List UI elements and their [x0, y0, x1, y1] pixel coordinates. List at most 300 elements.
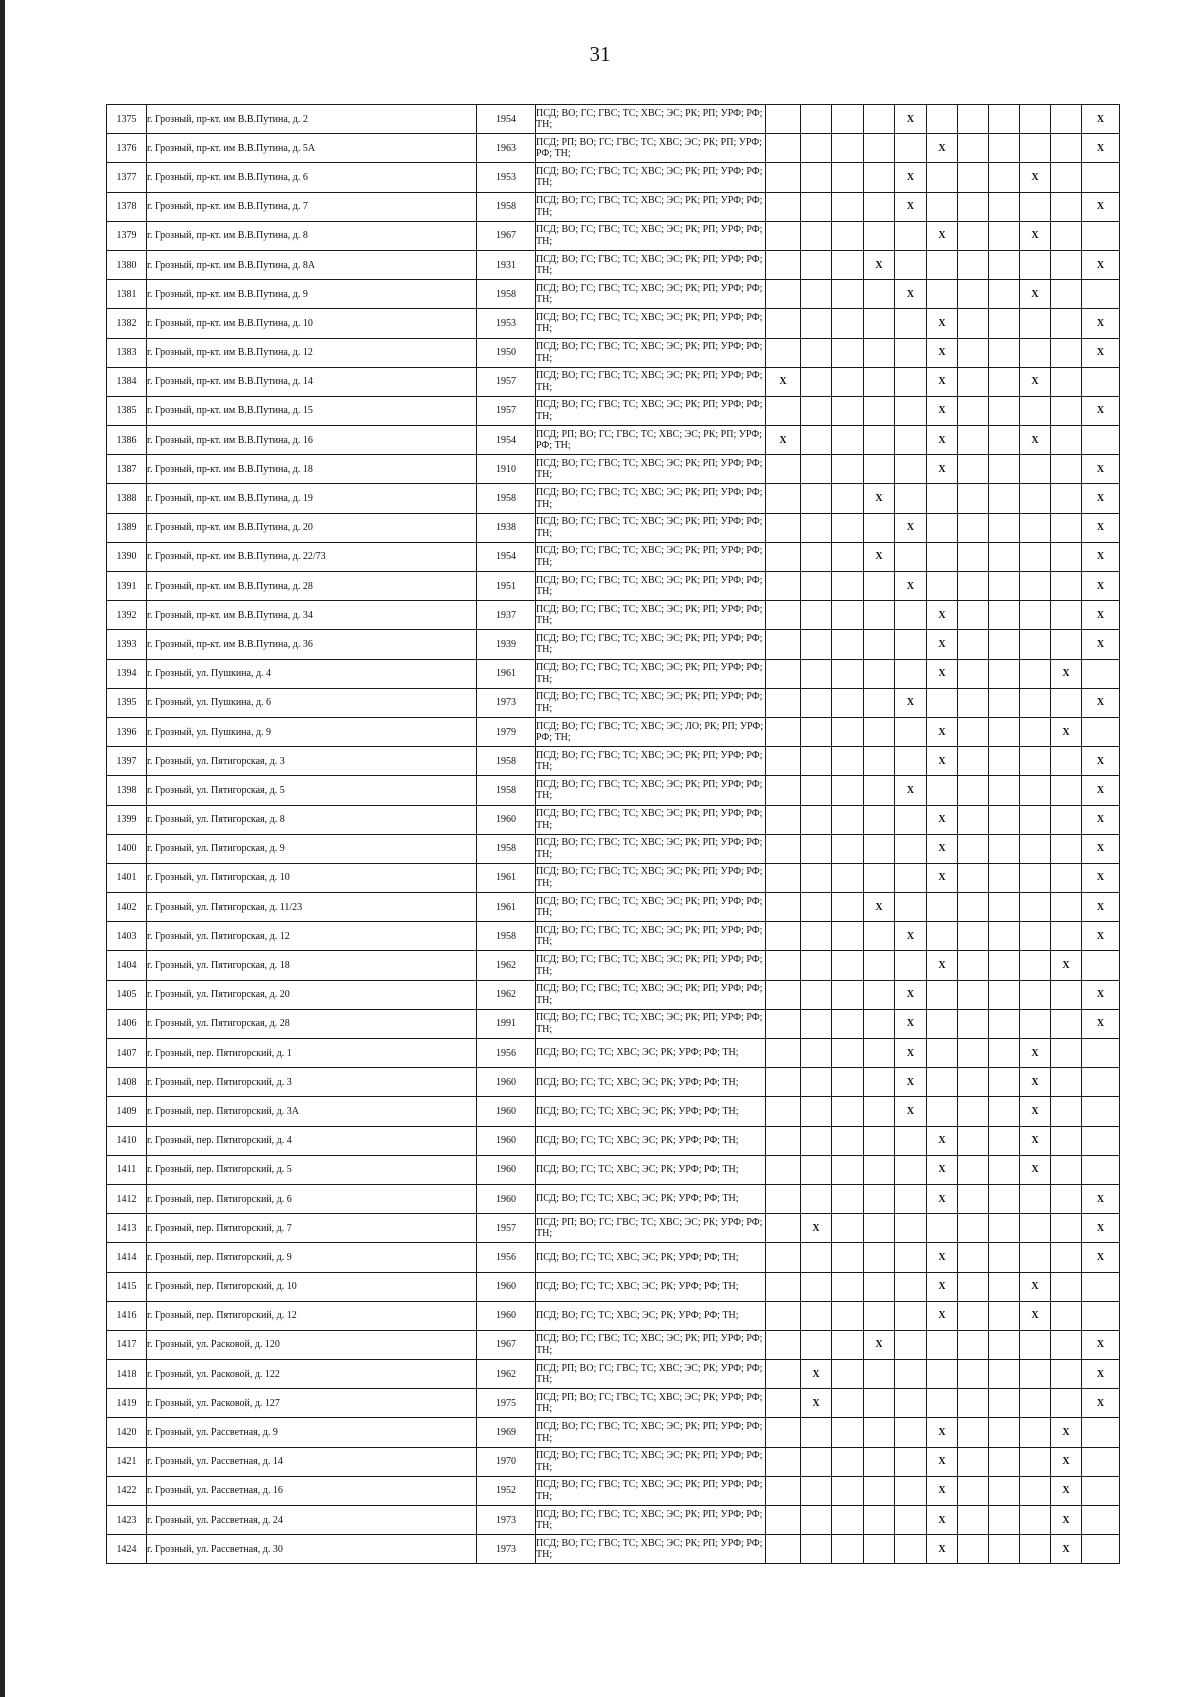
table-row	[107, 776, 1120, 805]
row-year: 1952	[477, 1476, 536, 1505]
row-mark-cell	[1051, 805, 1082, 834]
row-mark-cell	[895, 1155, 927, 1184]
row-mark-cell	[895, 367, 927, 396]
row-mark-cell	[864, 863, 895, 892]
row-mark-cell	[801, 367, 832, 396]
row-mark-cell	[801, 1009, 832, 1038]
row-mark-cell	[1051, 747, 1082, 776]
row-mark-cell	[832, 542, 864, 571]
row-mark-cell	[766, 192, 801, 221]
row-mark-cell: X	[766, 367, 801, 396]
row-mark-cell: X	[927, 396, 958, 425]
row-mark-cell	[989, 951, 1020, 980]
row-address: г. Грозный, пер. Пятигорский, д. 7	[147, 1214, 477, 1243]
row-address: г. Грозный, ул. Рассветная, д. 14	[147, 1447, 477, 1476]
row-mark-cell	[895, 834, 927, 863]
row-mark-cell: X	[1082, 688, 1120, 717]
row-mark-cell	[832, 1243, 864, 1272]
row-mark-cell	[766, 309, 801, 338]
row-mark-cell	[832, 134, 864, 163]
row-mark-cell	[927, 922, 958, 951]
scan-edge	[0, 0, 5, 1697]
row-mark-cell	[1082, 1097, 1120, 1126]
row-address: г. Грозный, пр-кт. им В.В.Путина, д. 2	[147, 105, 477, 134]
row-mark-cell	[766, 1418, 801, 1447]
row-mark-cell	[832, 309, 864, 338]
row-works-list: ПСД; ВО; ГС; ГВС; ТС; ХВС; ЭС; РК; РП; УРФ; РФ; ТН;	[536, 659, 766, 688]
row-mark-cell	[832, 1126, 864, 1155]
row-mark-cell	[958, 1155, 989, 1184]
row-mark-cell	[801, 1243, 832, 1272]
row-mark-cell	[766, 1447, 801, 1476]
row-mark-cell: X	[1051, 1447, 1082, 1476]
row-mark-cell	[927, 893, 958, 922]
row-year: 1950	[477, 338, 536, 367]
row-mark-cell	[864, 1214, 895, 1243]
row-mark-cell: X	[1082, 396, 1120, 425]
row-mark-cell	[1082, 1155, 1120, 1184]
row-mark-cell	[989, 192, 1020, 221]
row-mark-cell: X	[927, 367, 958, 396]
row-number: 1407	[107, 1039, 147, 1068]
row-works-list: ПСД; ВО; ГС; ГВС; ТС; ХВС; ЭС; РК; РП; УРФ; РФ; ТН;	[536, 1330, 766, 1359]
row-address: г. Грозный, пер. Пятигорский, д. 6	[147, 1184, 477, 1213]
row-mark-cell	[832, 1389, 864, 1418]
row-works-list: ПСД; ВО; ГС; ГВС; ТС; ХВС; ЭС; РК; РП; УРФ; РФ; ТН;	[536, 572, 766, 601]
row-address: г. Грозный, ул. Пятигорская, д. 20	[147, 980, 477, 1009]
row-mark-cell	[927, 1330, 958, 1359]
row-mark-cell	[1082, 367, 1120, 396]
row-mark-cell	[801, 455, 832, 484]
row-mark-cell	[766, 805, 801, 834]
row-mark-cell: X	[927, 426, 958, 455]
row-mark-cell	[895, 221, 927, 250]
row-mark-cell	[864, 192, 895, 221]
row-address: г. Грозный, ул. Пятигорская, д. 11/23	[147, 893, 477, 922]
row-mark-cell	[989, 659, 1020, 688]
row-mark-cell	[895, 1184, 927, 1213]
row-year: 1961	[477, 863, 536, 892]
row-mark-cell	[766, 1535, 801, 1564]
row-mark-cell	[766, 951, 801, 980]
row-mark-cell	[801, 1330, 832, 1359]
row-number: 1405	[107, 980, 147, 1009]
row-mark-cell	[989, 1039, 1020, 1068]
table-row	[107, 834, 1120, 863]
row-works-list: ПСД; ВО; ГС; ГВС; ТС; ХВС; ЭС; ЛО; РК; РП; УРФ; РФ; ТН;	[536, 717, 766, 746]
row-mark-cell	[864, 1301, 895, 1330]
row-mark-cell: X	[895, 572, 927, 601]
row-mark-cell	[1082, 426, 1120, 455]
row-mark-cell	[1020, 863, 1051, 892]
row-mark-cell: X	[801, 1389, 832, 1418]
row-mark-cell	[801, 513, 832, 542]
row-mark-cell	[989, 396, 1020, 425]
table-row	[107, 309, 1120, 338]
row-mark-cell	[1051, 1126, 1082, 1155]
table-row	[107, 601, 1120, 630]
row-mark-cell	[1051, 280, 1082, 309]
row-year: 1962	[477, 980, 536, 1009]
row-mark-cell	[864, 1535, 895, 1564]
row-mark-cell	[895, 1126, 927, 1155]
row-mark-cell	[766, 659, 801, 688]
row-mark-cell	[864, 1097, 895, 1126]
row-mark-cell	[989, 980, 1020, 1009]
row-mark-cell	[958, 484, 989, 513]
row-works-list: ПСД; ВО; ГС; ГВС; ТС; ХВС; ЭС; РК; РП; УРФ; РФ; ТН;	[536, 834, 766, 863]
row-mark-cell	[864, 1068, 895, 1097]
row-mark-cell: X	[927, 1506, 958, 1535]
row-mark-cell	[1020, 776, 1051, 805]
row-mark-cell	[832, 1447, 864, 1476]
row-mark-cell: X	[1082, 834, 1120, 863]
row-mark-cell	[801, 309, 832, 338]
table-row	[107, 1126, 1120, 1155]
row-number: 1416	[107, 1301, 147, 1330]
row-mark-cell: X	[1020, 367, 1051, 396]
row-mark-cell	[766, 601, 801, 630]
row-mark-cell	[958, 980, 989, 1009]
row-mark-cell	[895, 1272, 927, 1301]
row-works-list: ПСД; ВО; ГС; ГВС; ТС; ХВС; ЭС; РК; РП; УРФ; РФ; ТН;	[536, 455, 766, 484]
row-mark-cell	[958, 1068, 989, 1097]
row-mark-cell: X	[927, 1418, 958, 1447]
row-mark-cell: X	[927, 951, 958, 980]
row-mark-cell	[801, 192, 832, 221]
row-mark-cell: X	[1082, 601, 1120, 630]
row-mark-cell	[766, 455, 801, 484]
row-mark-cell	[1051, 1184, 1082, 1213]
row-works-list: ПСД; ВО; ГС; ТС; ХВС; ЭС; РК; УРФ; РФ; ТН;	[536, 1155, 766, 1184]
row-mark-cell	[801, 1155, 832, 1184]
row-year: 1951	[477, 572, 536, 601]
row-mark-cell	[1020, 980, 1051, 1009]
row-mark-cell	[801, 134, 832, 163]
table-row	[107, 1009, 1120, 1038]
row-mark-cell	[801, 717, 832, 746]
row-mark-cell: X	[1051, 717, 1082, 746]
row-address: г. Грозный, пр-кт. им В.В.Путина, д. 34	[147, 601, 477, 630]
row-mark-cell	[927, 980, 958, 1009]
row-mark-cell	[1051, 367, 1082, 396]
row-mark-cell	[1020, 747, 1051, 776]
row-mark-cell: X	[895, 105, 927, 134]
row-year: 1962	[477, 1360, 536, 1389]
row-number: 1389	[107, 513, 147, 542]
row-mark-cell	[1051, 688, 1082, 717]
table-row	[107, 542, 1120, 571]
row-mark-cell	[1020, 455, 1051, 484]
row-mark-cell	[766, 484, 801, 513]
row-mark-cell	[766, 1476, 801, 1505]
row-mark-cell	[832, 893, 864, 922]
row-mark-cell	[864, 980, 895, 1009]
row-mark-cell: X	[1020, 1039, 1051, 1068]
row-mark-cell	[1020, 922, 1051, 951]
row-mark-cell	[1020, 396, 1051, 425]
row-number: 1392	[107, 601, 147, 630]
row-mark-cell	[927, 1009, 958, 1038]
row-mark-cell	[864, 659, 895, 688]
row-mark-cell: X	[864, 1330, 895, 1359]
row-mark-cell	[1020, 309, 1051, 338]
row-mark-cell	[832, 1155, 864, 1184]
row-mark-cell	[801, 542, 832, 571]
row-mark-cell	[958, 893, 989, 922]
row-works-list: ПСД; ВО; ГС; ГВС; ТС; ХВС; ЭС; РК; РП; УРФ; РФ; ТН;	[536, 1009, 766, 1038]
row-mark-cell	[895, 717, 927, 746]
row-mark-cell	[1082, 1039, 1120, 1068]
row-mark-cell	[864, 1360, 895, 1389]
row-mark-cell	[958, 1272, 989, 1301]
row-mark-cell	[895, 1360, 927, 1389]
table-row	[107, 1184, 1120, 1213]
row-number: 1419	[107, 1389, 147, 1418]
table-row	[107, 1389, 1120, 1418]
row-year: 1961	[477, 893, 536, 922]
row-mark-cell: X	[927, 309, 958, 338]
row-mark-cell	[895, 1535, 927, 1564]
row-number: 1421	[107, 1447, 147, 1476]
row-mark-cell	[766, 1184, 801, 1213]
row-mark-cell	[766, 250, 801, 279]
row-mark-cell	[1020, 192, 1051, 221]
row-mark-cell	[832, 805, 864, 834]
row-number: 1397	[107, 747, 147, 776]
row-mark-cell	[1051, 1360, 1082, 1389]
row-mark-cell	[832, 747, 864, 776]
row-mark-cell	[958, 572, 989, 601]
table-row	[107, 1301, 1120, 1330]
row-mark-cell: X	[1082, 1330, 1120, 1359]
row-mark-cell	[864, 338, 895, 367]
row-mark-cell	[801, 1068, 832, 1097]
row-address: г. Грозный, ул. Расковой, д. 127	[147, 1389, 477, 1418]
row-mark-cell	[864, 367, 895, 396]
table-row	[107, 367, 1120, 396]
row-year: 1953	[477, 163, 536, 192]
row-mark-cell	[1051, 250, 1082, 279]
row-address: г. Грозный, пр-кт. им В.В.Путина, д. 5А	[147, 134, 477, 163]
row-mark-cell	[864, 163, 895, 192]
row-mark-cell	[801, 572, 832, 601]
row-address: г. Грозный, ул. Рассветная, д. 16	[147, 1476, 477, 1505]
row-mark-cell	[927, 776, 958, 805]
row-mark-cell	[1051, 1272, 1082, 1301]
row-works-list: ПСД; ВО; ГС; ГВС; ТС; ХВС; ЭС; РК; РП; УРФ; РФ; ТН;	[536, 105, 766, 134]
row-mark-cell	[1020, 1330, 1051, 1359]
row-address: г. Грозный, ул. Пушкина, д. 6	[147, 688, 477, 717]
row-mark-cell	[801, 484, 832, 513]
row-mark-cell	[958, 1418, 989, 1447]
row-mark-cell	[832, 396, 864, 425]
row-mark-cell	[832, 922, 864, 951]
row-mark-cell	[1020, 513, 1051, 542]
row-mark-cell	[766, 1214, 801, 1243]
table-row	[107, 484, 1120, 513]
row-mark-cell	[1082, 659, 1120, 688]
row-mark-cell	[801, 426, 832, 455]
table-row	[107, 1214, 1120, 1243]
row-number: 1415	[107, 1272, 147, 1301]
row-mark-cell	[864, 747, 895, 776]
row-address: г. Грозный, ул. Пятигорская, д. 8	[147, 805, 477, 834]
row-mark-cell	[1020, 1243, 1051, 1272]
row-mark-cell	[958, 513, 989, 542]
row-year: 1957	[477, 1214, 536, 1243]
row-mark-cell	[895, 338, 927, 367]
row-year: 1958	[477, 834, 536, 863]
row-mark-cell	[864, 951, 895, 980]
row-mark-cell	[989, 630, 1020, 659]
row-mark-cell	[766, 163, 801, 192]
row-mark-cell	[864, 1389, 895, 1418]
row-mark-cell	[766, 717, 801, 746]
row-mark-cell	[1020, 1506, 1051, 1535]
row-works-list: ПСД; ВО; ГС; ГВС; ТС; ХВС; ЭС; РК; РП; УРФ; РФ; ТН;	[536, 863, 766, 892]
row-mark-cell	[766, 1243, 801, 1272]
row-mark-cell	[1051, 484, 1082, 513]
row-mark-cell: X	[895, 1009, 927, 1038]
row-mark-cell	[766, 863, 801, 892]
row-mark-cell	[927, 1214, 958, 1243]
row-mark-cell	[1051, 338, 1082, 367]
row-mark-cell	[1051, 455, 1082, 484]
row-address: г. Грозный, ул. Пушкина, д. 9	[147, 717, 477, 746]
row-mark-cell	[864, 280, 895, 309]
row-mark-cell: X	[1082, 309, 1120, 338]
row-mark-cell	[958, 1360, 989, 1389]
row-mark-cell	[895, 134, 927, 163]
row-mark-cell	[989, 688, 1020, 717]
row-mark-cell	[958, 1301, 989, 1330]
row-mark-cell	[989, 221, 1020, 250]
row-mark-cell	[766, 834, 801, 863]
row-mark-cell	[1020, 834, 1051, 863]
row-mark-cell	[895, 951, 927, 980]
row-mark-cell	[1082, 951, 1120, 980]
row-mark-cell	[958, 951, 989, 980]
row-mark-cell	[832, 513, 864, 542]
row-mark-cell	[864, 572, 895, 601]
row-number: 1401	[107, 863, 147, 892]
row-address: г. Грозный, пер. Пятигорский, д. 9	[147, 1243, 477, 1272]
row-number: 1406	[107, 1009, 147, 1038]
row-mark-cell	[989, 484, 1020, 513]
row-mark-cell	[864, 1447, 895, 1476]
row-mark-cell: X	[1082, 1184, 1120, 1213]
row-mark-cell	[927, 280, 958, 309]
row-mark-cell	[832, 1272, 864, 1301]
row-mark-cell	[1051, 980, 1082, 1009]
row-address: г. Грозный, ул. Пятигорская, д. 3	[147, 747, 477, 776]
row-works-list: ПСД; ВО; ГС; ГВС; ТС; ХВС; ЭС; РК; РП; УРФ; РФ; ТН;	[536, 280, 766, 309]
table-row	[107, 163, 1120, 192]
table-row	[107, 513, 1120, 542]
row-year: 1931	[477, 250, 536, 279]
row-mark-cell: X	[1051, 1476, 1082, 1505]
row-mark-cell: X	[1082, 338, 1120, 367]
row-mark-cell	[895, 455, 927, 484]
row-mark-cell	[1082, 280, 1120, 309]
row-mark-cell	[958, 250, 989, 279]
row-address: г. Грозный, ул. Пятигорская, д. 18	[147, 951, 477, 980]
row-mark-cell	[958, 863, 989, 892]
row-mark-cell	[832, 338, 864, 367]
row-mark-cell	[895, 250, 927, 279]
row-mark-cell	[1020, 717, 1051, 746]
row-number: 1402	[107, 893, 147, 922]
row-works-list: ПСД; ВО; ГС; ТС; ХВС; ЭС; РК; УРФ; РФ; ТН;	[536, 1243, 766, 1272]
row-address: г. Грозный, пер. Пятигорский, д. 12	[147, 1301, 477, 1330]
row-mark-cell	[832, 1506, 864, 1535]
row-mark-cell	[958, 192, 989, 221]
row-mark-cell	[1020, 951, 1051, 980]
row-mark-cell: X	[1082, 513, 1120, 542]
row-mark-cell	[989, 776, 1020, 805]
row-mark-cell	[989, 426, 1020, 455]
row-mark-cell	[832, 1039, 864, 1068]
row-address: г. Грозный, пер. Пятигорский, д. 3	[147, 1068, 477, 1097]
row-year: 1958	[477, 280, 536, 309]
row-mark-cell	[766, 1330, 801, 1359]
row-year: 1991	[477, 1009, 536, 1038]
row-mark-cell	[766, 747, 801, 776]
row-mark-cell	[927, 513, 958, 542]
row-mark-cell	[832, 1214, 864, 1243]
row-mark-cell	[958, 1009, 989, 1038]
table-row	[107, 1476, 1120, 1505]
row-mark-cell	[895, 659, 927, 688]
row-year: 1960	[477, 1155, 536, 1184]
row-mark-cell	[832, 250, 864, 279]
row-mark-cell	[1020, 1389, 1051, 1418]
row-mark-cell	[1020, 659, 1051, 688]
row-mark-cell: X	[927, 1535, 958, 1564]
row-mark-cell	[801, 805, 832, 834]
row-mark-cell	[801, 659, 832, 688]
row-mark-cell	[864, 834, 895, 863]
table-row	[107, 951, 1120, 980]
row-mark-cell	[864, 1418, 895, 1447]
row-works-list: ПСД; ВО; ГС; ГВС; ТС; ХВС; ЭС; РК; РП; УРФ; РФ; ТН;	[536, 630, 766, 659]
row-year: 1960	[477, 1126, 536, 1155]
row-number: 1382	[107, 309, 147, 338]
row-mark-cell	[989, 805, 1020, 834]
row-mark-cell	[801, 630, 832, 659]
row-mark-cell	[989, 572, 1020, 601]
row-mark-cell: X	[1082, 747, 1120, 776]
row-mark-cell	[766, 1506, 801, 1535]
row-address: г. Грозный, пр-кт. им В.В.Путина, д. 8А	[147, 250, 477, 279]
row-mark-cell: X	[927, 1447, 958, 1476]
row-mark-cell	[1020, 572, 1051, 601]
table-row	[107, 1535, 1120, 1564]
row-mark-cell	[989, 1126, 1020, 1155]
row-mark-cell	[801, 1126, 832, 1155]
row-address: г. Грозный, ул. Пятигорская, д. 10	[147, 863, 477, 892]
table-row	[107, 455, 1120, 484]
row-mark-cell	[927, 542, 958, 571]
row-mark-cell	[958, 280, 989, 309]
row-mark-cell: X	[895, 1039, 927, 1068]
row-mark-cell	[864, 1476, 895, 1505]
row-mark-cell	[958, 338, 989, 367]
row-year: 1962	[477, 951, 536, 980]
table-row	[107, 659, 1120, 688]
row-year: 1969	[477, 1418, 536, 1447]
